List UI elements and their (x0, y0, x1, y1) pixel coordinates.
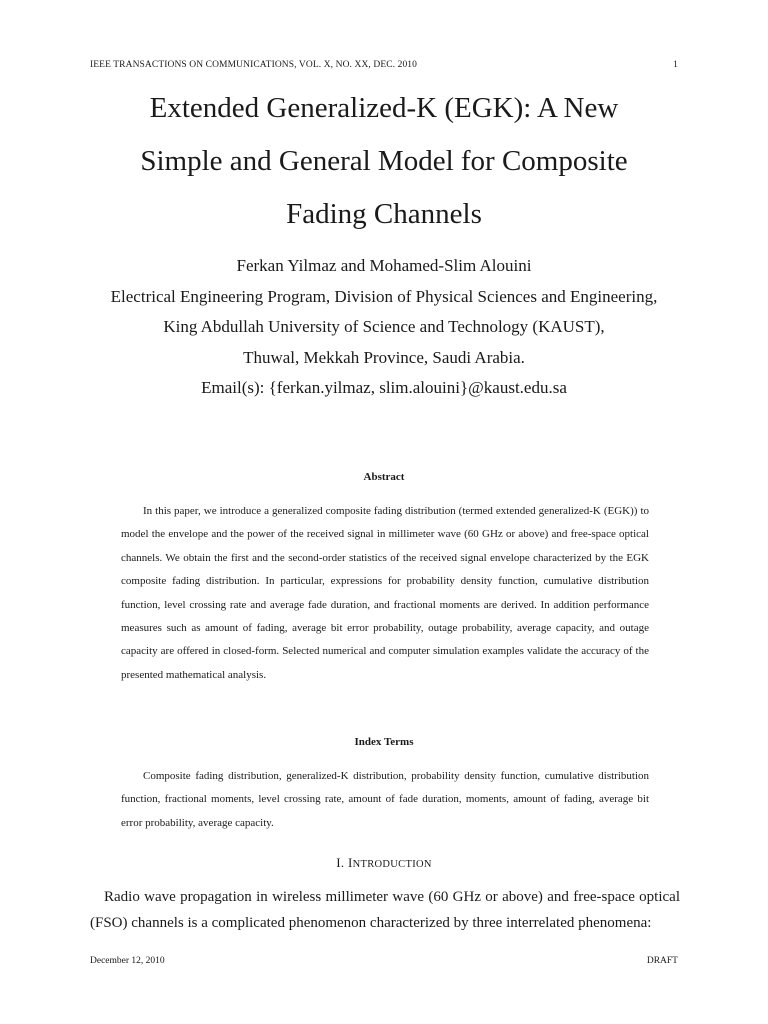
abstract-text: In this paper, we introduce a generalized composite fading distribution (termed extended generalized-K (EGK)) to model the envelope and the power of the received signal in millimeter wave (60 GHz or above) and free-space optical channels. We obtain the first and the second-order statistics of the received signal envelope characterized by the EGK composite fading distribution. In particular, expressions for probability density function, cumulative distribution function, level crossing rate and average fade duration, and fractional moments are derived. In addition performance measures such as amount of fading, average bit error probability, outage probability, average capacity, and outage capacity are offered in closed-form. Selected numerical and computer simulation examples validate the accuracy of the presented mathematical analysis. (121, 505, 649, 681)
draft-label: DRAFT (646, 956, 678, 966)
journal-name: IEEE TRANSACTIONS ON COMMUNICATIONS, VOL. X, NO. XX, DEC. 2010 (90, 60, 418, 70)
index-terms-text: Composite fading distribution, generalized-K distribution, probability density function, cumulative distribution function, fractional moments, level crossing rate, amount of fade duration, moments, amount of fading, average bit error probability, average capacity. (121, 770, 649, 829)
author-email: Email(s): {ferkan.yilmaz, slim.alouini}@kaust.edu.sa (201, 378, 567, 397)
abstract-body (121, 500, 649, 687)
abstract-heading: Abstract (363, 471, 405, 483)
title-line-1: Extended Generalized-K (EGK): A New (149, 92, 619, 124)
footer-date: December 12, 2010 (90, 956, 165, 966)
introduction-body (90, 884, 680, 936)
author-names: Ferkan Yilmaz and Mohamed-Slim Alouini (236, 256, 532, 275)
title-line-2: Simple and General Model for Composite (140, 145, 628, 177)
paper-title (0, 82, 768, 241)
introduction-text: Radio wave propagation in wireless millimeter wave (60 GHz or above) and free-space optical (FSO) channels is a complicated phenomenon characterized by three interrelated phenomena: (90, 889, 680, 931)
introduction-heading (0, 855, 768, 871)
page-number: 1 (673, 60, 678, 70)
index-terms-body (121, 765, 649, 835)
running-header (90, 60, 678, 70)
author-block (0, 251, 768, 404)
section-numeral: I. (336, 855, 345, 870)
title-line-3: Fading Channels (286, 198, 482, 230)
section-title-rest: NTRODUCTION (352, 859, 432, 870)
index-terms-heading: Index Terms (354, 736, 414, 748)
page-footer (90, 956, 678, 966)
affiliation-line-3: Thuwal, Mekkah Province, Saudi Arabia. (243, 347, 525, 367)
affiliation-line-2: King Abdullah University of Science and Technology (KAUST), (163, 317, 605, 336)
section-title-initial: I (347, 855, 353, 870)
affiliation-line-1: Electrical Engineering Program, Division of Physical Sciences and Engineering, (110, 286, 658, 306)
